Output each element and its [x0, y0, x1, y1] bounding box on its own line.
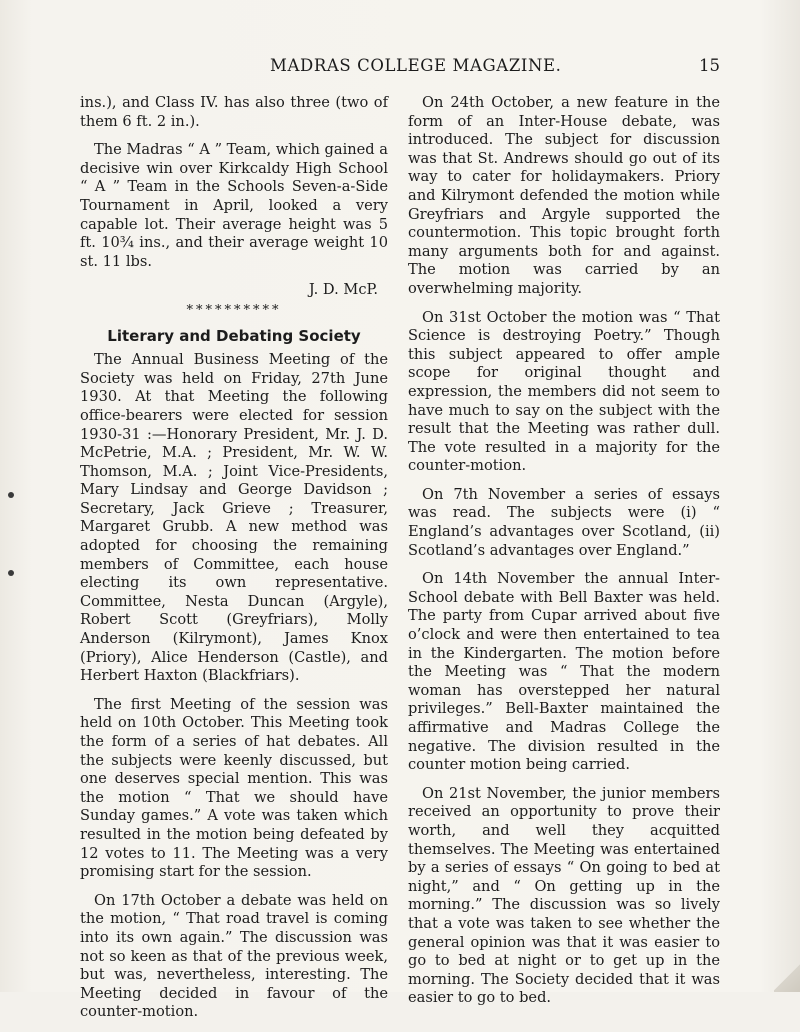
page-corner-fold — [774, 962, 800, 992]
paragraph: The Madras “ A ” Team, which gained a decisive win over Kirkcaldy High School “ A ” Team in the Schools Seven-a-Side Tournament in April, looked a very capable lot. Their average height was 5 ft. 10¾ ins., and their average weight 10 st. 11 lbs. — [80, 141, 388, 270]
running-title: MADRAS COLLEGE MAGAZINE. — [270, 56, 562, 75]
paragraph: The Annual Business Meeting of the Society was held on Friday, 27th June 1930. At that Meeting the following office-bearers were elected for session 1930-31 :—Honorary President, Mr. J. D. McPetrie, M.A. ; President, Mr. W. W. Thomson, M.A. ; Joint Vice-Presidents, Mary Lindsay and George Davidson ; Secretary, Jack Grieve ; Treasurer, Margaret Grubb. A new method was adopted for choosing the remaining members of Committee, each house electing its own representative. Committee, Nesta Duncan (Argyle), Robert Scott (Greyfriars), Molly Anderson (Kilrymont), James Knox (Priory), Alice Henderson (Castle), and Herbert Haxton (Blackfriars). — [80, 351, 388, 685]
section-heading: Literary and Debating Society — [107, 326, 361, 345]
paragraph: On 21st November, the junior members received an opportunity to prove their worth, and well they acquitted themselves. The Meeting was entertained by a series of essays “ On going to bed at night,” and “ On getting up in the morning.” The discussion was so lively that a vote was taken to see whether the general opinion was that it was easier to go to bed at night or to get up in the morning. The Society decided that it was easier to go to bed. — [408, 784, 720, 1007]
paragraph: On 24th October, a new feature in the form of an Inter-House debate, was introduced. The subject for discussion was that St. Andrews should go out of its way to cater for holidaymakers. Priory and Kilrymont defended the motion while Greyfriars and Argyle supported the countermotion. This topic brought forth many arguments both for and against. The motion was carried by an overwhelming majority. — [408, 94, 720, 297]
paragraph: On 14th November the annual Inter-School debate with Bell Baxter was held. The party from Cupar arrived about five o’clock and were then entertained to tea in the Kindergarten. The motion before the Meeting was “ That the modern woman has overstepped her natural privileges.” Bell-Baxter maintained the affirmative and Madras College the negative. The division resulted in the counter motion being carried. — [408, 570, 720, 774]
section-divider: ********** — [186, 302, 282, 318]
right-column — [408, 94, 720, 1018]
binding-mark — [8, 570, 14, 576]
paragraph: ins.), and Class IV. has also three (two of them 6 ft. 2 in.). — [80, 94, 388, 130]
page-header — [80, 56, 720, 80]
author-signature: J. D. McP. — [308, 281, 378, 299]
paragraph: On 7th November a series of essays was read. The subjects were (i) “ England’s advantages over Scotland, (ii) Scotland’s advantages over England.” — [408, 485, 720, 559]
binding-mark — [8, 492, 14, 498]
page-number: 15 — [699, 56, 720, 75]
left-column — [80, 94, 388, 1032]
paragraph: The first Meeting of the session was held on 10th October. This Meeting took the form of a series of hat debates. All the subjects were keenly discussed, but one deserves special mention. This was the motion “ That we should have Sunday games.” A vote was taken which resulted in the motion being defeated by 12 votes to 11. The Meeting was a very promising start for the session. — [80, 695, 388, 881]
paragraph: On 31st October the motion was “ That Science is destroying Poetry.” Though this subject appeared to offer ample scope for original thought and expression, the members did not seem to have much to say on the subject with the result that the Meeting was rather dull. The vote resulted in a majority for the counter-motion. — [408, 308, 720, 475]
paragraph: On 17th October a debate was held on the motion, “ That road travel is coming into its own again.” The discussion was not so keen as that of the previous week, but was, nevertheless, interesting. The Meeting decided in favour of the counter-motion. — [80, 891, 388, 1021]
